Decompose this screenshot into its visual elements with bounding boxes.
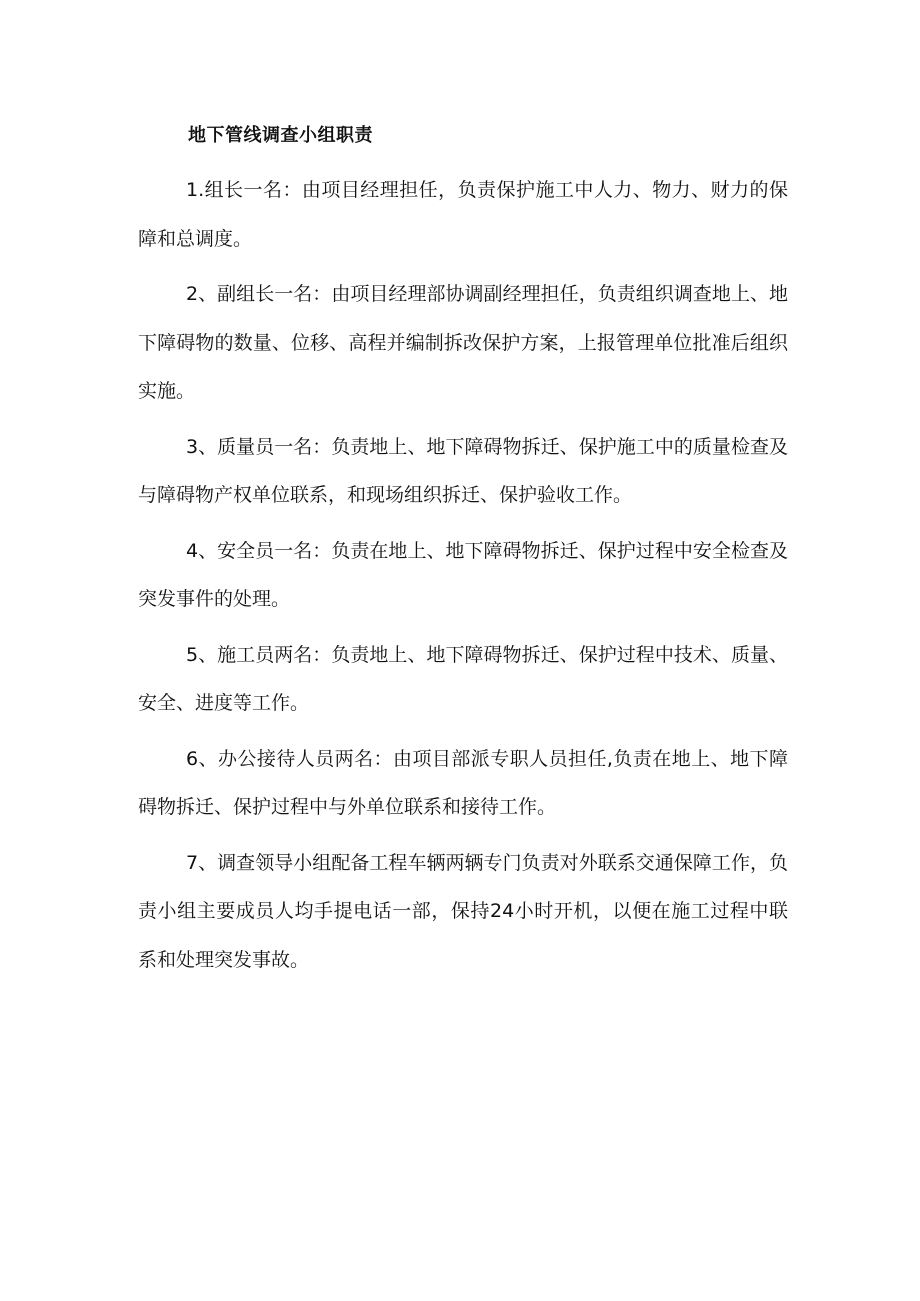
paragraph-item-6: 6、办公接待人员两名：由项目部派专职人员担任,负责在地上、地下障碍物拆迁、保护过程中与外单位联系和接待工作。	[138, 747, 788, 818]
paragraph-item-7: 7、调查领导小组配备工程车辆两辆专门负责对外联系交通保障工作，负责小组主要成员人均手提电话一部，保持24小时开机，以便在施工过程中联系和处理突发事故。	[138, 851, 788, 971]
paragraph-item-3: 3、质量员一名：负责地上、地下障碍物拆迁、保护施工中的质量检查及与障碍物产权单位联系，和现场组织拆迁、保护验收工作。	[138, 435, 788, 506]
paragraph-item-4: 4、安全员一名：负责在地上、地下障碍物拆迁、保护过程中安全检查及突发事件的处理。	[138, 539, 788, 610]
paragraph-item-2: 2、副组长一名：由项目经理部协调副经理担任，负责组织调查地上、地下障碍物的数量、位移、高程并编制拆改保护方案，上报管理单位批准后组织实施。	[138, 283, 788, 402]
document-body	[138, 166, 788, 991]
paragraph-item-5: 5、施工员两名：负责地上、地下障碍物拆迁、保护过程中技术、质量、安全、进度等工作。	[138, 643, 788, 714]
paragraph-item-1: 1.组长一名：由项目经理担任，负责保护施工中人力、物力、财力的保障和总调度。	[138, 179, 788, 250]
document-title: 地下管线调查小组职责	[188, 125, 373, 146]
